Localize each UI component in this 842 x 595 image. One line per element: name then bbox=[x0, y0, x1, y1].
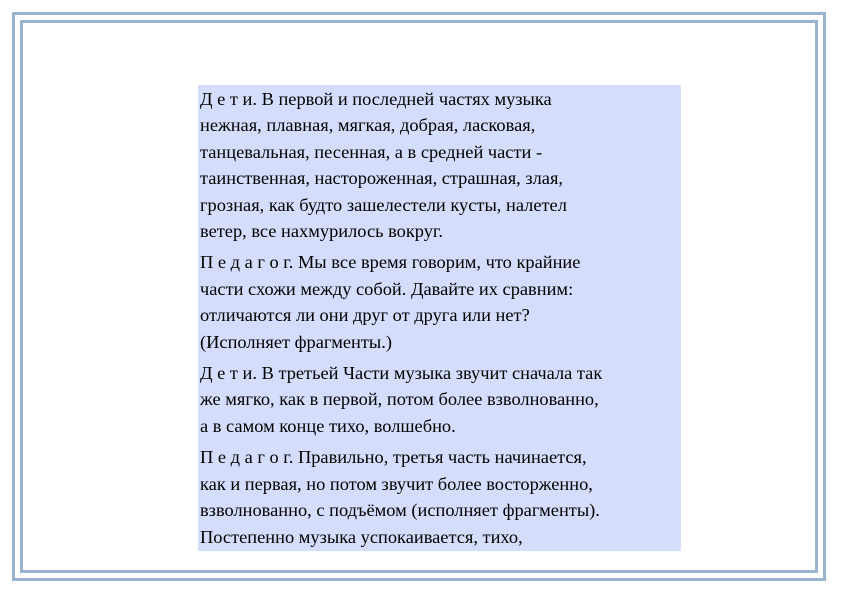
text-line: как и первая, но потом звучит более восторженно, bbox=[200, 473, 593, 494]
text-line: нежная, плавная, мягкая, добрая, ласковая, bbox=[200, 115, 536, 136]
text-line: Постепенно музыка успокаивается, тихо, bbox=[200, 526, 523, 547]
paragraph-children-2 bbox=[200, 360, 679, 439]
text-line: отличаются ли они друг от друга или нет? bbox=[200, 305, 530, 326]
text-line: П е д а г о г. Правильно, третья часть начинается, bbox=[200, 447, 587, 468]
text-line: же мягко, как в первой, потом более взволнованно, bbox=[200, 389, 599, 410]
text-line: танцевальная, песенная, а в средней части - bbox=[200, 141, 543, 162]
text-line: грозная, как будто зашелестели кусты, налетел bbox=[200, 194, 567, 215]
text-line: взволнованно, с подъёмом (исполняет фрагменты). bbox=[200, 500, 600, 521]
text-line: таинственная, настороженная, страшная, злая, bbox=[200, 168, 564, 189]
text-line: части схожи между собой. Давайте их сравним: bbox=[200, 278, 574, 299]
paragraph-children-1 bbox=[200, 86, 679, 244]
text-line: (Исполняет фрагменты.) bbox=[200, 331, 392, 352]
text-line: а в самом конце тихо, волшебно. bbox=[200, 415, 456, 436]
paragraph-teacher-2 bbox=[200, 444, 679, 550]
text-line: ветер, все нахмурилось вокруг. bbox=[200, 221, 444, 242]
text-line: Д е т и. В первой и последней частях музыка bbox=[200, 89, 552, 109]
paragraph-teacher-1 bbox=[200, 249, 679, 355]
text-line: П е д а г о г. Мы все время говорим, что крайние bbox=[200, 252, 581, 273]
text-line: Д е т и. В третьей Части музыка звучит сначала так bbox=[200, 363, 603, 384]
dialogue-text-box bbox=[198, 85, 681, 551]
